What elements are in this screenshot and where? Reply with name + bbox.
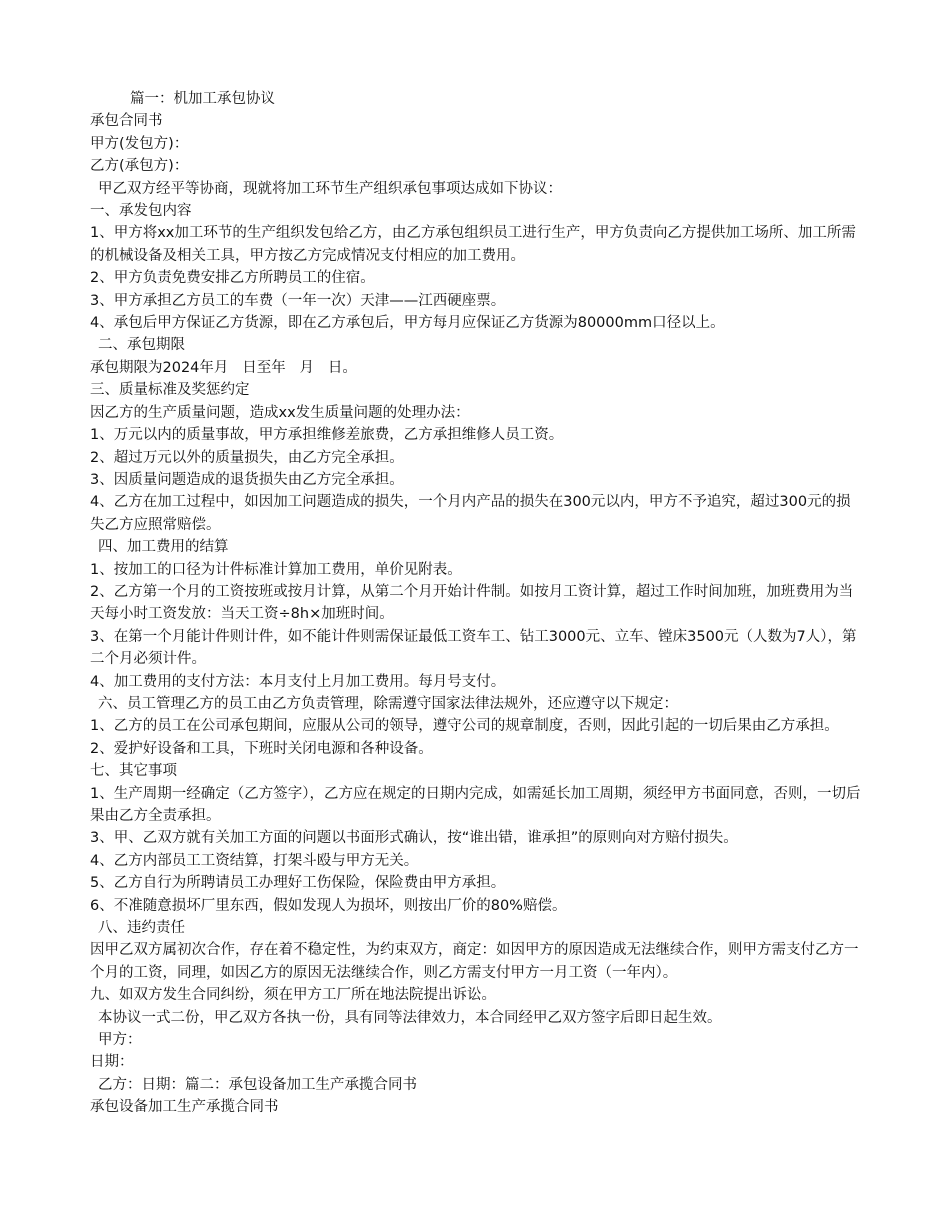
doc-line: 2、乙方第一个月的工资按班或按月计算，从第二个月开始计件制。如按月工资计算，超过工作时间加班，加班费用为当天每小时工资发放：当天工资÷8h×加班时间。 bbox=[90, 583, 854, 623]
doc-line: 二、承包期限 bbox=[98, 337, 185, 354]
doc-line: 1、按加工的口径为计件标准计算加工费用，单价见附表。 bbox=[90, 561, 462, 578]
doc-line: 3、甲方承担乙方员工的车费（一年一次）天津——江西硬座票。 bbox=[90, 292, 506, 309]
doc-line: 甲方： bbox=[98, 1032, 142, 1049]
doc-line: 日期： bbox=[90, 1054, 134, 1071]
doc-line: 六、员工管理乙方的员工由乙方负责管理，除需遵守国家法律法规外，还应遵守以下规定： bbox=[98, 695, 678, 712]
doc-line: 2、甲方负责免费安排乙方所聘员工的住宿。 bbox=[90, 270, 375, 287]
doc-line: 甲乙双方经平等协商，现就将加工环节生产组织承包事项达成如下协议： bbox=[98, 180, 562, 197]
document-body bbox=[90, 88, 865, 1119]
doc-line: 4、乙方在加工过程中，如因加工问题造成的损失，一个月内产品的损失在300元以内，甲方不予追究，超过300元的损失乙方应照常赔偿。 bbox=[90, 494, 851, 533]
doc-line: 四、加工费用的结算 bbox=[98, 539, 229, 556]
doc-line: 2、超过万元以外的质量损失，由乙方完全承担。 bbox=[90, 449, 404, 466]
doc-line: 4、乙方内部员工工资结算，打架斗殴与甲方无关。 bbox=[90, 852, 419, 869]
doc-line: 3、在第一个月能计件则计件，如不能计件则需保证最低工资车工、钻工3000元、立车、镗床3500元（人数为7人），第二个月必须计件。 bbox=[90, 628, 857, 668]
doc-line: 1、万元以内的质量事故，甲方承担维修差旅费，乙方承担维修人员工资。 bbox=[90, 427, 564, 444]
doc-line: 1、甲方将xx加工环节的生产组织发包给乙方，由乙方承包组织员工进行生产，甲方负责向乙方提供加工场所、加工所需的机械设备及相关工具，甲方按乙方完成情况支付相应的加工费用。 bbox=[90, 225, 856, 264]
doc-line: 5、乙方自行为所聘请员工办理好工伤保险，保险费由甲方承担。 bbox=[90, 875, 506, 892]
doc-line: 3、因质量问题造成的退货损失由乙方完全承担。 bbox=[90, 471, 404, 488]
doc-line: 3、甲、乙双方就有关加工方面的问题以书面形式确认，按“谁出错，谁承担”的原则向对方赔付损失。 bbox=[90, 830, 738, 847]
doc-line: 承包期限为2024年月 日至年 月 日。 bbox=[90, 359, 357, 376]
doc-line: 2、爱护好设备和工具，下班时关闭电源和各种设备。 bbox=[90, 740, 433, 757]
doc-line: 承包合同书 bbox=[90, 113, 163, 130]
doc-line: 甲方(发包方)： bbox=[90, 135, 189, 152]
doc-line: 七、其它事项 bbox=[90, 763, 177, 780]
doc-line: 1、生产周期一经确定（乙方签字），乙方应在规定的日期内完成，如需延长加工周期，须经甲方书面同意，否则，一切后果由乙方全责承担。 bbox=[90, 785, 861, 824]
doc-line: 九、如双方发生合同纠纷，须在甲方工厂所在地法院提出诉讼。 bbox=[90, 987, 496, 1004]
doc-line: 4、承包后甲方保证乙方货源，即在乙方承包后，甲方每月应保证乙方货源为80000mm口径以上。 bbox=[90, 315, 725, 332]
doc-line: 篇一：机加工承包协议 bbox=[130, 91, 275, 107]
doc-line: 一、承发包内容 bbox=[90, 203, 192, 220]
doc-line: 因甲乙双方属初次合作，存在着不稳定性，为约束双方，商定：如因甲方的原因造成无法继续合作，则甲方需支付乙方一个月的工资，同理，如因乙方的原因无法继续合作，则乙方需支付甲方一月工资（一年内）。 bbox=[90, 942, 859, 981]
doc-line: 6、不准随意损坏厂里东西，假如发现人为损坏，则按出厂价的80%赔偿。 bbox=[90, 897, 567, 914]
doc-line: 因乙方的生产质量问题，造成xx发生质量问题的处理办法： bbox=[90, 404, 470, 421]
doc-line: 乙方(承包方)： bbox=[90, 158, 189, 175]
doc-line: 承包设备加工生产承揽合同书 bbox=[90, 1099, 279, 1116]
doc-line: 1、乙方的员工在公司承包期间，应服从公司的领导，遵守公司的规章制度，否则，因此引起的一切后果由乙方承担。 bbox=[90, 718, 839, 735]
doc-line: 本协议一式二份，甲乙双方各执一份，具有同等法律效力，本合同经甲乙双方签字后即日起生效。 bbox=[98, 1009, 722, 1026]
doc-line: 乙方：日期：篇二：承包设备加工生产承揽合同书 bbox=[98, 1076, 417, 1093]
doc-line: 三、质量标准及奖惩约定 bbox=[90, 382, 250, 399]
doc-line: 八、违约责任 bbox=[98, 920, 185, 937]
doc-line: 4、加工费用的支付方法：本月支付上月加工费用。每月号支付。 bbox=[90, 673, 506, 690]
